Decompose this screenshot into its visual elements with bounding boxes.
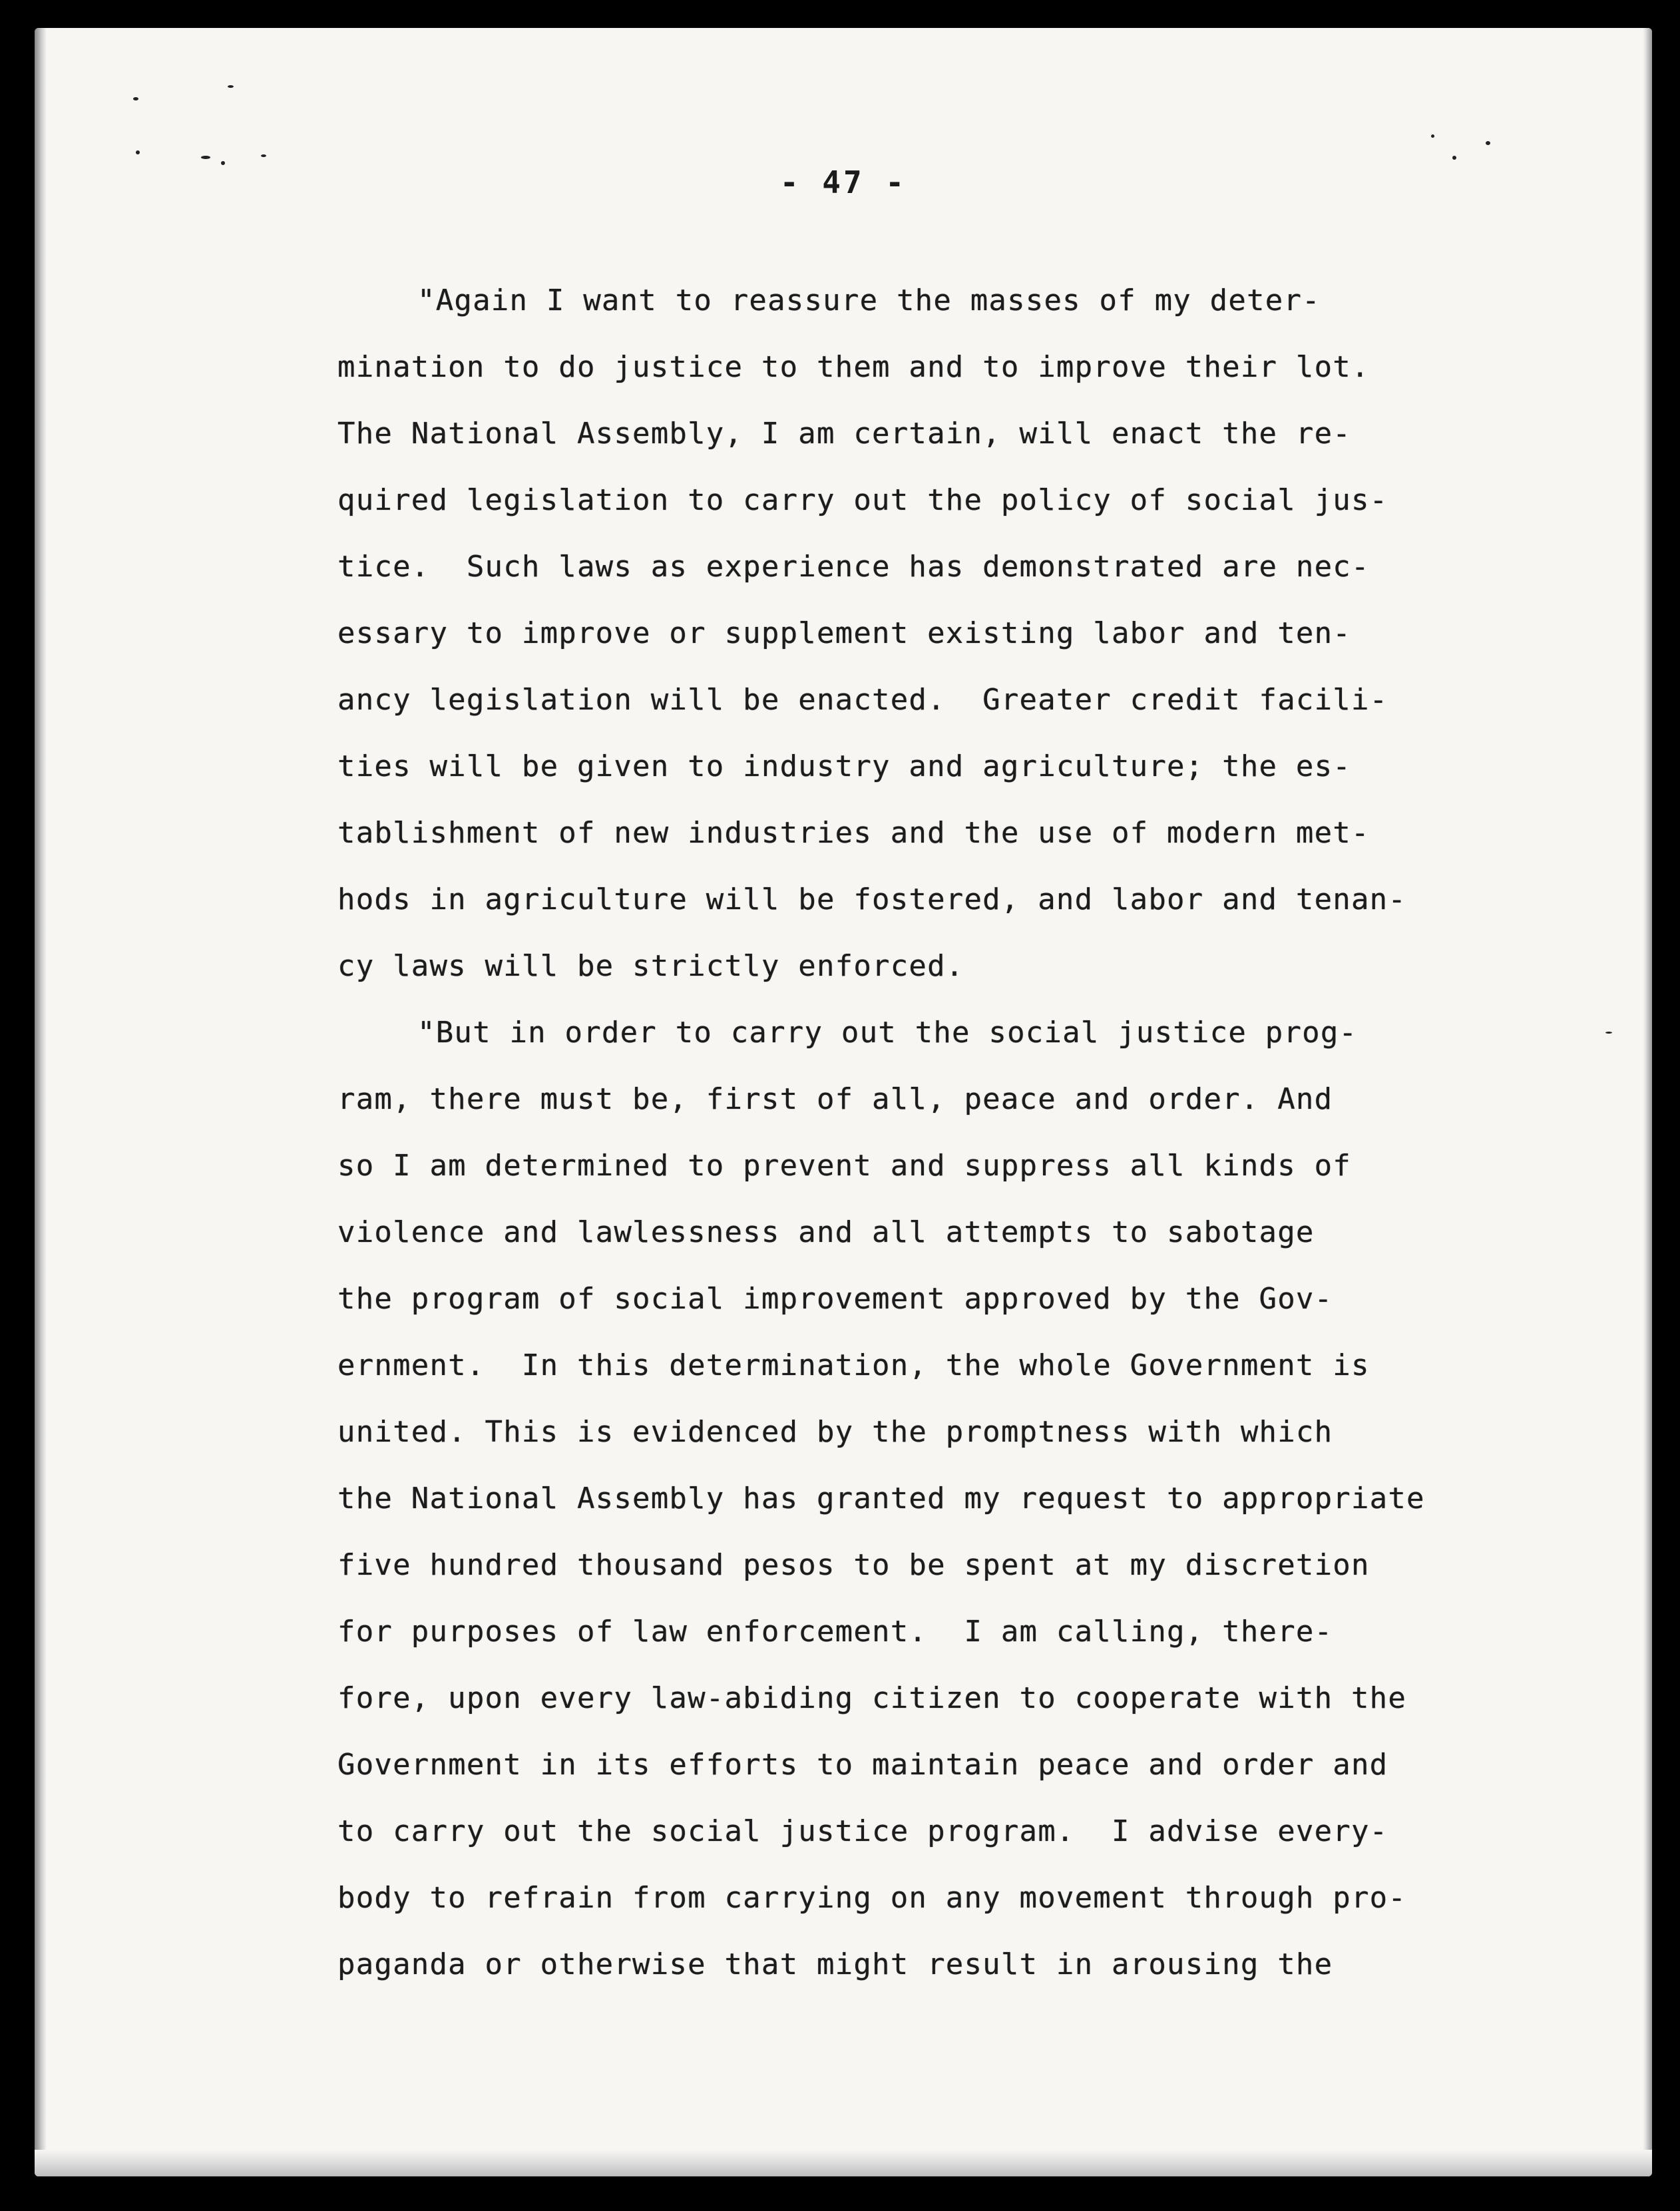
text-line: fore, upon every law-abiding citizen to cooperate with the	[337, 1681, 1407, 1715]
text-line: ancy legislation will be enacted. Greater credit facili-	[337, 683, 1388, 717]
text-line: the program of social improvement approved by the Gov-	[337, 1282, 1333, 1316]
text-line: for purposes of law enforcement. I am calling, there-	[337, 1615, 1333, 1649]
text-line: ram, there must be, first of all, peace and order. And	[337, 1082, 1333, 1116]
text-line: "Again I want to reassure the masses of my deter-	[417, 284, 1321, 317]
paper-sheet	[35, 28, 1652, 2176]
text-line: ernment. In this determination, the whole Government is	[337, 1348, 1370, 1382]
dust-speck	[136, 150, 140, 154]
paper-left-edge	[35, 28, 47, 2176]
dust-speck	[133, 97, 138, 100]
text-line: five hundred thousand pesos to be spent at my discretion	[337, 1548, 1370, 1582]
document-body	[337, 268, 1602, 1998]
text-line: cy laws will be strictly enforced.	[337, 949, 964, 983]
dust-speck	[201, 156, 210, 159]
text-line: essary to improve or supplement existing labor and ten-	[337, 616, 1351, 650]
dust-speck	[261, 154, 266, 157]
text-line: so I am determined to prevent and suppress all kinds of	[337, 1149, 1351, 1183]
text-line: body to refrain from carrying on any movement through pro-	[337, 1881, 1407, 1915]
dust-speck	[1431, 134, 1434, 138]
text-line: hods in agriculture will be fostered, and labor and tenan-	[337, 883, 1407, 916]
dust-speck	[228, 85, 234, 88]
paragraph	[337, 1000, 1602, 1998]
page-number: - 47 -	[779, 164, 907, 200]
text-line: the National Assembly has granted my request to appropriate	[337, 1482, 1425, 1515]
text-line: mination to do justice to them and to improve their lot.	[337, 350, 1370, 384]
dust-speck	[1452, 156, 1456, 160]
text-line: The National Assembly, I am certain, will enact the re-	[337, 417, 1351, 451]
text-line: tablishment of new industries and the use of modern met-	[337, 816, 1370, 850]
text-line: Government in its efforts to maintain peace and order and	[337, 1748, 1388, 1782]
text-line: quired legislation to carry out the policy of social jus-	[337, 483, 1388, 517]
dust-speck	[1486, 141, 1490, 145]
text-line: "But in order to carry out the social justice prog-	[417, 1016, 1358, 1050]
text-line: tice. Such laws as experience has demonstrated are nec-	[337, 550, 1370, 584]
text-line: ties will be given to industry and agriculture; the es-	[337, 749, 1351, 783]
paper-right-edge	[1643, 28, 1652, 2176]
text-line: to carry out the social justice program. I advise every-	[337, 1814, 1388, 1848]
paper-bottom-edge	[35, 2150, 1652, 2176]
text-line: violence and lawlessness and all attempts to sabotage	[337, 1215, 1315, 1249]
text-line: paganda or otherwise that might result in arousing the	[337, 1947, 1333, 1981]
text-line: united. This is evidenced by the promptness with which	[337, 1415, 1333, 1449]
dust-speck	[1605, 1032, 1612, 1034]
paragraph	[337, 268, 1602, 1000]
